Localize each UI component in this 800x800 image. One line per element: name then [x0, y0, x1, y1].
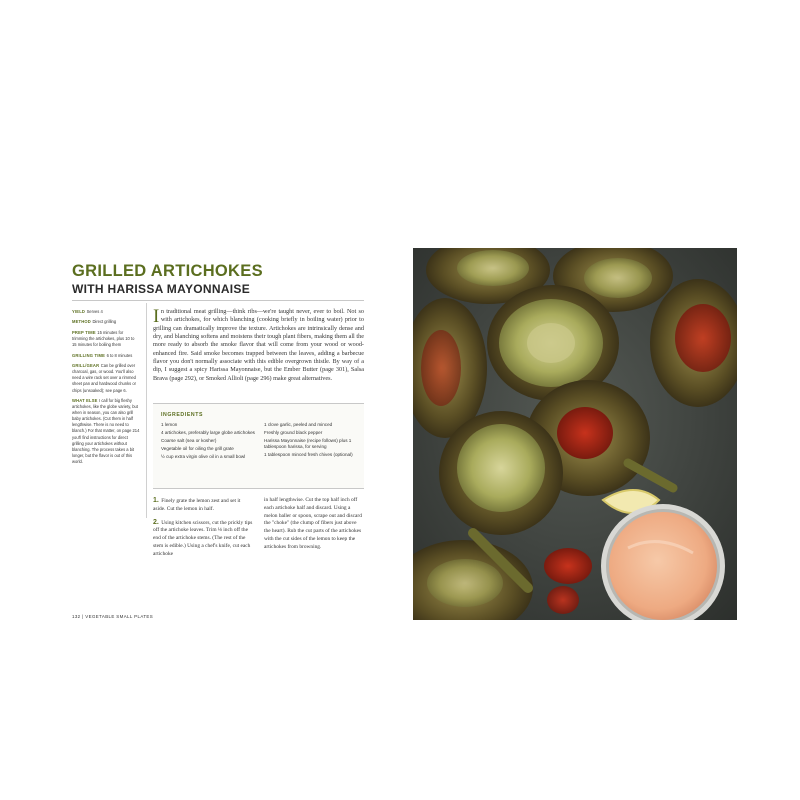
sidebar-text: Direct grilling — [92, 319, 117, 325]
ingredient-item: Coarse salt (sea or kosher) — [161, 438, 217, 444]
ingredient-item: 1 clove garlic, peeled and minced — [264, 422, 333, 427]
method-step-2 — [153, 519, 253, 559]
ingredients-box — [153, 403, 364, 489]
recipe-photo — [413, 248, 737, 620]
sidebar-label: YIELD — [72, 309, 86, 314]
sidebar-what-else — [72, 398, 140, 465]
sidebar-label: GRILLING TIME — [72, 352, 106, 358]
step-text: Finely grate the lemon zest and set it aside. Cut the lemon in half. — [153, 498, 241, 512]
artichoke-photo-illustration — [413, 248, 737, 620]
ingredient-item: 4 artichokes, preferably large globe artichokes — [161, 430, 255, 436]
method-column-1 — [153, 497, 253, 564]
intro-paragraph — [153, 308, 364, 383]
sidebar-divider — [146, 303, 147, 518]
sidebar-label: WHAT ELSE — [72, 397, 98, 403]
sidebar-text: Serves 4 — [86, 309, 103, 314]
ingredients-column-right — [264, 422, 359, 460]
sidebar-text: I call for big fleshy artichokes, like the globe variety, but when in season, you can also grill baby artichokes. (Cut them in half lengthwise. There is no need to blanch.) For that matter, on page 214 you'll find instructions for direct grilling your artichokes without blanching. The process takes a bit longer, but the flavor is out of this world. — [72, 397, 140, 464]
recipe-subtitle: WITH HARISSA MAYONNAISE — [72, 282, 251, 296]
ingredient-item: Harissa Mayonnaise (recipe follows) plus 1 tablespoon harissa, for serving — [264, 438, 352, 450]
harissa-smear — [547, 586, 579, 614]
page-folio: 132 | VEGETABLE SMALL PLATES — [72, 614, 154, 619]
ingredients-column-left — [161, 422, 256, 462]
ingredient-item: 1 tablespoon minced fresh chives (optional) — [264, 452, 353, 458]
recipe-title: GRILLED ARTICHOKES — [72, 262, 263, 280]
sidebar-text: 6 to 8 minutes — [106, 352, 133, 358]
sidebar-method — [72, 319, 140, 325]
method-step-1 — [153, 497, 253, 514]
method-step-2-continued: in half lengthwise. Cut the top half inch off each artichoke half and discard. Using a melon baller or spoon, scrape out and discard the "choke" (the clump of fibers just above the heart). Rub the cut parts of the artichokes with the cut sides of the lemon to keep the artichokes from browning. — [264, 497, 362, 550]
sidebar-label: METHOD — [72, 319, 91, 325]
sidebar-text: Can be grilled over charcoal, gas, or wood. You'll also need a wire rack set over a rimmed sheet pan and hardwood chunks or chips (unsoaked); see page 6. — [72, 363, 136, 393]
intro-text: n traditional meat grilling—think ribs—we're taught never, ever to boil. Not so with artichokes, for which blanching (cooking briefly in boiling water) prior to grilling can dramatically improve the texture. Artichokes are intrinsically dense and dry, and blanching softens and moistens their tough plant fibers, making them all the more ready to absorb the smoke flavor that will come from your wood or wood-enhanced fire. Said smoke becomes trapped between the leaves, adding a barbecue flavor you don't normally associate with this edible overgrown thistle. By way of a dip, I suggest a spicy Harissa Mayonnaise, but the Ember Butter (page 301), Salsa Brava (page 292), or Smoked Allioli (page 296) make great alternatives. — [153, 308, 364, 382]
sidebar-prep-time — [72, 330, 140, 348]
harissa-smear — [544, 548, 592, 584]
sidebar-label: GRILL/GEAR — [72, 363, 100, 369]
ingredient-item: ½ cup extra virgin olive oil in a small bowl — [161, 454, 246, 460]
ingredient-item: Freshly ground black pepper — [264, 430, 323, 436]
artichoke-lower-left — [439, 411, 563, 535]
sidebar-text: 15 minutes for trimming the artichokes, plus 10 to 15 minutes for boiling them — [72, 329, 135, 348]
ingredient-item: Vegetable oil for oiling the grill grate — [161, 446, 234, 452]
sidebar-yield — [72, 309, 140, 315]
sidebar-grill-gear — [72, 363, 140, 393]
method-column-2 — [264, 497, 364, 557]
ingredient-item: 1 lemon — [161, 422, 178, 427]
ingredients-heading: INGREDIENTS — [161, 412, 204, 418]
title-rule — [72, 300, 364, 301]
recipe-title-block — [72, 262, 372, 297]
sidebar-label: PREP TIME — [72, 329, 96, 335]
recipe-sidebar — [72, 309, 140, 469]
drop-cap: I — [153, 306, 160, 327]
sidebar-grilling-time — [72, 353, 140, 359]
step-number: 1. — [153, 497, 159, 504]
step-text: Using kitchen scissors, cut the prickly tips off the artichoke leaves. Trim ⅛ inch off the end of the artichoke stems. (The rest of the stem is edible.) Using a chef's knife, cut each artichoke — [153, 519, 253, 557]
step-number: 2. — [153, 518, 159, 526]
